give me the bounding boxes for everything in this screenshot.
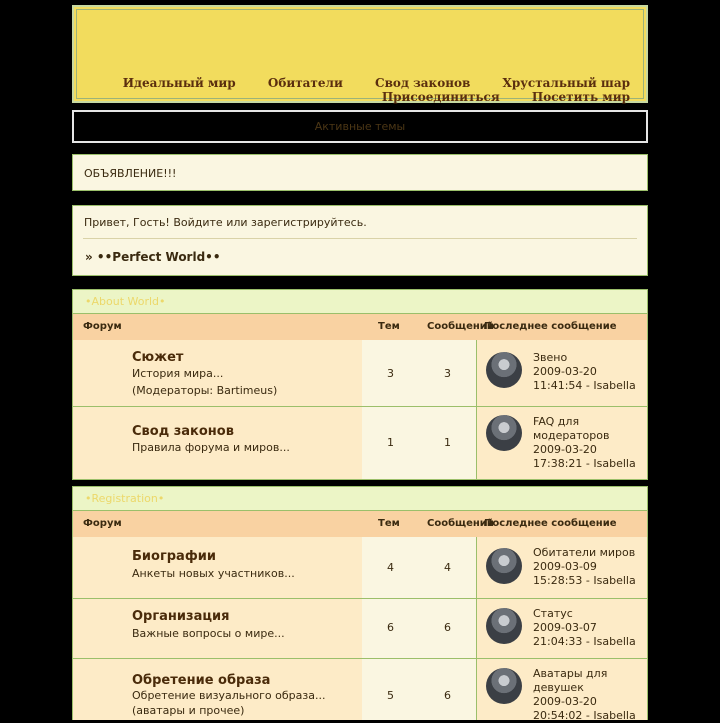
col-topics: Тем bbox=[378, 321, 400, 332]
last-post-title[interactable]: Статус bbox=[533, 607, 573, 620]
forum-row bbox=[72, 599, 648, 659]
table-header bbox=[72, 511, 648, 537]
forum-description: Анкеты новых участников... bbox=[132, 567, 295, 580]
forum-row bbox=[72, 340, 648, 407]
header-banner bbox=[72, 5, 648, 103]
forum-row bbox=[72, 659, 648, 720]
topic-count: 1 bbox=[387, 436, 394, 449]
welcome-panel bbox=[72, 205, 648, 276]
breadcrumb[interactable]: » ••Perfect World•• bbox=[85, 250, 221, 264]
forum-name[interactable]: Свод законов bbox=[132, 424, 234, 439]
forum-description: Обретение визуального образа... bbox=[132, 689, 326, 702]
post-count: 3 bbox=[444, 367, 451, 380]
last-post-time-user: 21:04:33 - Isabella bbox=[533, 635, 636, 648]
nav-ideal-world[interactable]: Идеальный мир bbox=[122, 76, 236, 90]
avatar[interactable] bbox=[486, 415, 522, 451]
col-last-post: Последнее сообщение bbox=[484, 321, 617, 332]
avatar[interactable] bbox=[486, 668, 522, 704]
avatar[interactable] bbox=[486, 352, 522, 388]
col-last-post: Последнее сообщение bbox=[484, 518, 617, 529]
forum-description: Важные вопросы о мире... bbox=[132, 627, 285, 640]
topic-count: 5 bbox=[387, 689, 394, 702]
col-posts: Сообщений bbox=[427, 321, 494, 332]
last-post-date: 2009-03-20 bbox=[533, 365, 597, 378]
last-post-title[interactable]: Аватары для девушек bbox=[533, 667, 608, 694]
avatar[interactable] bbox=[486, 548, 522, 584]
last-post-date: 2009-03-20 bbox=[533, 443, 597, 456]
forum-name[interactable]: Обретение образа bbox=[132, 673, 271, 688]
category-title-about-world[interactable]: •About World• bbox=[72, 289, 648, 314]
nav-inhabitants[interactable]: Обитатели bbox=[267, 76, 343, 90]
forum-description: Правила форума и миров... bbox=[132, 441, 290, 454]
last-post-time-user: 17:38:21 - Isabella bbox=[533, 457, 636, 470]
col-posts: Сообщений bbox=[427, 518, 494, 529]
topic-count: 6 bbox=[387, 621, 394, 634]
last-post-title[interactable]: FAQ для модераторов bbox=[533, 415, 610, 442]
announcement-text: ОБЪЯВЛЕНИЕ!!! bbox=[84, 167, 177, 180]
forum-name[interactable]: Сюжет bbox=[132, 350, 184, 365]
forum-moderators[interactable]: (Модераторы: Bartimeus) bbox=[132, 384, 278, 397]
topic-count: 4 bbox=[387, 561, 394, 574]
last-post-time-user: 15:28:53 - Isabella bbox=[533, 574, 636, 587]
last-post bbox=[533, 351, 643, 393]
forum-description: История мира... bbox=[132, 367, 224, 380]
last-post-date: 2009-03-20 bbox=[533, 695, 597, 708]
nav-crystal-ball[interactable]: Хрустальный шар bbox=[502, 76, 630, 90]
forum-row bbox=[72, 537, 648, 599]
table-header bbox=[72, 314, 648, 340]
announcement-panel bbox=[72, 154, 648, 191]
col-topics: Тем bbox=[378, 518, 400, 529]
post-count: 6 bbox=[444, 689, 451, 702]
last-post bbox=[533, 667, 643, 723]
nav-rules[interactable]: Свод законов bbox=[375, 76, 471, 90]
topic-count: 3 bbox=[387, 367, 394, 380]
last-post-title[interactable]: Обитатели миров bbox=[533, 546, 636, 559]
col-forum: Форум bbox=[83, 321, 122, 332]
last-post bbox=[533, 415, 643, 471]
last-post-date: 2009-03-07 bbox=[533, 621, 597, 634]
avatar[interactable] bbox=[486, 608, 522, 644]
category-title-registration[interactable]: •Registration• bbox=[72, 486, 648, 511]
main-nav bbox=[123, 76, 630, 104]
welcome-greeting[interactable]: Привет, Гость! Войдите или зарегистрируйтесь. bbox=[84, 216, 367, 229]
nav-visit-world[interactable]: Посетить мир bbox=[531, 90, 630, 104]
forum-row bbox=[72, 407, 648, 480]
forum-name[interactable]: Биографии bbox=[132, 549, 216, 564]
welcome-divider bbox=[83, 238, 637, 239]
last-post-time-user: 20:54:02 - Isabella bbox=[533, 709, 636, 722]
forum-name[interactable]: Организация bbox=[132, 609, 230, 624]
nav-join[interactable]: Присоединиться bbox=[381, 90, 500, 104]
post-count: 1 bbox=[444, 436, 451, 449]
last-post bbox=[533, 546, 643, 588]
last-post-title[interactable]: Звено bbox=[533, 351, 568, 364]
col-forum: Форум bbox=[83, 518, 122, 529]
active-topics-link[interactable]: Активные темы bbox=[72, 110, 648, 143]
forum-description-extra: (аватары и прочее) bbox=[132, 704, 245, 717]
last-post-date: 2009-03-09 bbox=[533, 560, 597, 573]
post-count: 6 bbox=[444, 621, 451, 634]
last-post-time-user: 11:41:54 - Isabella bbox=[533, 379, 636, 392]
last-post bbox=[533, 607, 643, 649]
post-count: 4 bbox=[444, 561, 451, 574]
